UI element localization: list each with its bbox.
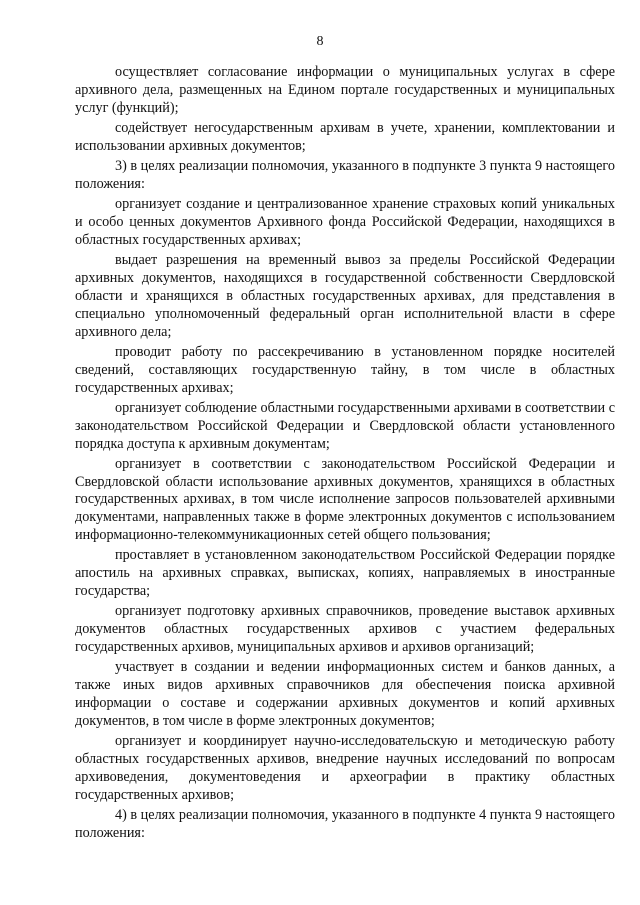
paragraph-municipal-services-info: осуществляет согласование информации о муниципальных услугах в сфере архивного дела, размещенных на Едином портале государственных и муниципальных услуг (функций);: [75, 64, 615, 116]
paragraph-use-of-documents: организует в соответствии с законодательством Российской Федерации и Свердловской области использование архивных документов, хранящихся в областных государственных архивах, в том числе исполнение запросов пользователей архивными документами, направленных также в форме электронных документов с использованием информационно-телекоммуникационных сетей общего пользования;: [75, 455, 615, 544]
paragraph-export-permits: выдает разрешения на временный вывоз за пределы Российской Федерации архивных документов, находящихся в государственной собственности Свердловской области и хранящихся в областных государственных архивах, для представления в специально уполномоченный федеральный орган исполнительной власти в сфере архивного дела;: [75, 252, 615, 340]
paragraph-declassification: проводит работу по рассекречиванию в установленном порядке носителей сведений, составляющих государственную тайну, в том числе в областных государственных архивах;: [75, 343, 615, 396]
paragraph-subclause-4-heading: 4) в целях реализации полномочия, указанного в подпункте 4 пункта 9 настоящего положения:: [75, 807, 615, 841]
paragraph-research-work: организует и координирует научно-исследовательскую и методическую работу областных государственных архивов, внедрение научных исследований по вопросам архивоведения, документоведения и археографии в практику областных государственных архивов;: [75, 733, 615, 803]
paragraph-access-procedure: организует соблюдение областными государственными архивами в соответствии с законодательством Российской Федерации и Свердловской области установленного порядка доступа к архивным документам;: [75, 399, 615, 452]
page-number: 8: [316, 34, 324, 49]
paragraph-insurance-copies: организует создание и централизованное хранение страховых копий уникальных и особо ценных документов Архивного фонда Российской Федерации, находящихся в областных государственных архивах;: [75, 196, 615, 248]
paragraph-apostille: проставляет в установленном законодательством Российской Федерации порядке апостиль на архивных справках, выписках, копиях, направляемых в иностранные государства;: [75, 547, 615, 600]
paragraph-subclause-3-heading: 3) в целях реализации полномочия, указанного в подпункте 3 пункта 9 настоящего положения:: [75, 158, 615, 192]
paragraph-information-systems: участвует в создании и ведении информационных систем и банков данных, а также иных видов архивных справочников для обеспечения поиска архивной информации о составе и содержании архивных документов и копий архивных документов, в том числе в форме электронных документов;: [75, 659, 615, 729]
document-body: [75, 64, 615, 845]
paragraph-non-state-archives: содействует негосударственным архивам в учете, хранении, комплектовании и использовании архивных документов;: [75, 119, 615, 154]
paragraph-reference-books-exhibitions: организует подготовку архивных справочников, проведение выставок архивных документов областных государственных архивов с участием федеральных государственных архивов, муниципальных архивов и архивов организаций;: [75, 603, 615, 656]
